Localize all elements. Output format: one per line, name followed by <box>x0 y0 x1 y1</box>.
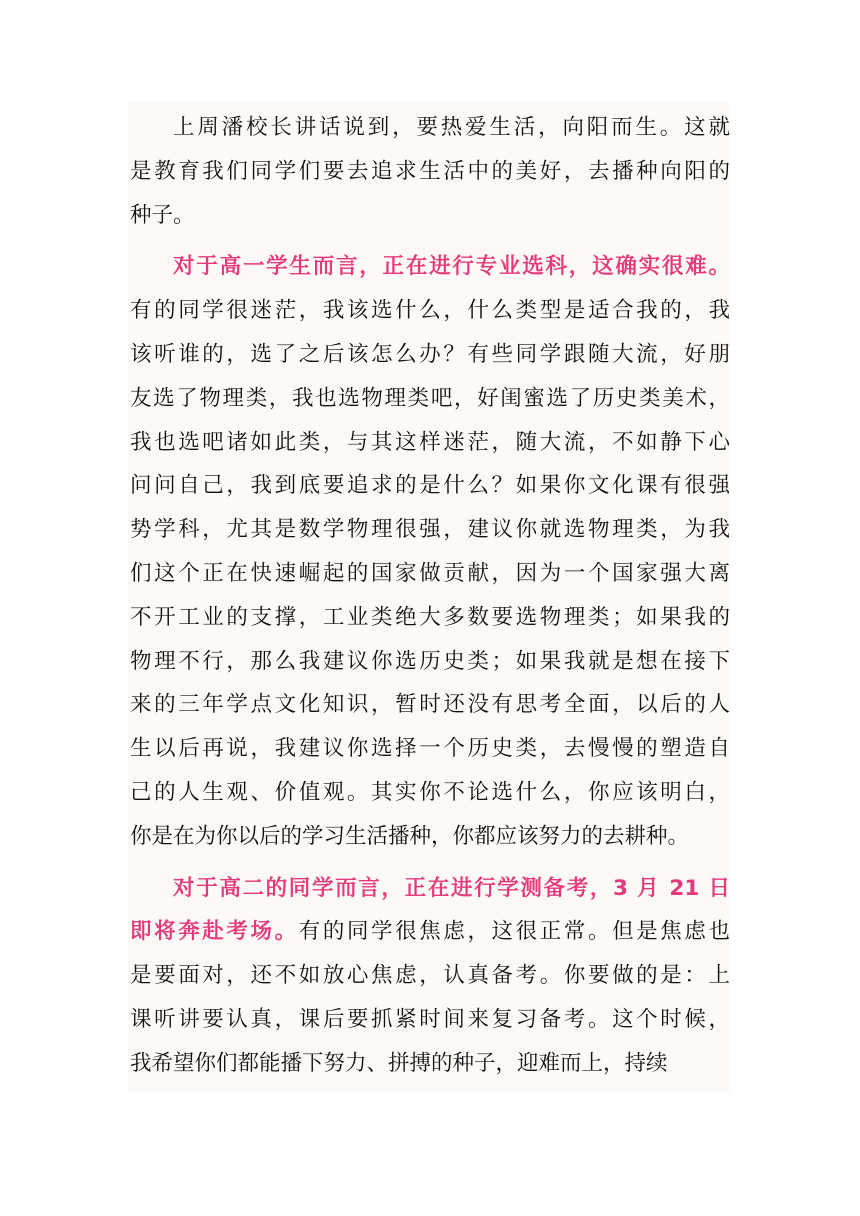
text-line <box>130 464 730 508</box>
text-line <box>130 150 730 194</box>
text-run: 有的同学很焦虑，这很正常。但是焦虑也 <box>298 919 730 945</box>
text-run: 们这个正在快速崛起的国家做贡献，因为一个国家强大离 <box>130 560 730 586</box>
text-line <box>130 640 730 684</box>
text-run: 生以后再说，我建议你选择一个历史类，去慢慢的塑造自 <box>130 736 730 762</box>
text-run: 物理不行，那么我建议你选历史类；如果我就是想在接下 <box>130 648 730 674</box>
text-run: 我也选吧诸如此类，与其这样迷茫，随大流，不如静下心 <box>130 429 730 455</box>
text-run: 是要面对，还不如放心焦虑，认真备考。你要做的是：上 <box>130 963 730 989</box>
paragraph-1 <box>130 106 730 237</box>
text-line <box>130 333 730 377</box>
text-run: 势学科，尤其是数学物理很强，建议你就选物理类，为我 <box>130 517 730 543</box>
text-line <box>130 508 730 552</box>
document-body <box>130 106 730 1094</box>
text-line <box>130 954 730 998</box>
text-line <box>130 910 730 954</box>
text-run: 我希望你们都能播下努力、拼搏的种子，迎难而上，持续 <box>130 1050 668 1076</box>
highlighted-text: 对于高二的同学而言，正在进行学测备考，3 月 21 日 <box>173 875 730 901</box>
text-line <box>130 194 730 238</box>
text-run: 该听谁的，选了之后该怎么办？有些同学跟随大流，好朋 <box>130 341 730 367</box>
highlighted-text: 即将奔赴考场。 <box>130 919 299 945</box>
text-line <box>130 289 730 333</box>
text-run: 课听讲要认真，课后要抓紧时间来复习备考。这个时候， <box>130 1006 730 1032</box>
text-run: 来的三年学点文化知识，暂时还没有思考全面，以后的人 <box>130 692 730 718</box>
text-run: 己的人生观、价值观。其实你不论选什么，你应该明白， <box>130 779 730 805</box>
text-line <box>130 727 730 771</box>
text-line <box>130 552 730 596</box>
text-run: 有的同学很迷茫，我该选什么，什么类型是适合我的，我 <box>130 298 730 324</box>
text-line <box>130 421 730 465</box>
text-line <box>130 106 730 150</box>
text-run: 种子。 <box>130 202 195 228</box>
text-line <box>130 1042 730 1086</box>
text-run: 问问自己，我到底要追求的是什么？如果你文化课有很强 <box>130 473 730 499</box>
text-line <box>130 683 730 727</box>
text-run: 上周潘校长讲话说到，要热爱生活，向阳而生。这就 <box>173 115 730 140</box>
text-run: 友选了物理类，我也选物理类吧，好闺蜜选了历史类美术， <box>130 385 730 411</box>
text-run: 你是在为你以后的学习生活播种，你都应该努力的去耕种。 <box>130 823 690 849</box>
paragraph-2 <box>130 245 730 858</box>
text-line <box>130 596 730 640</box>
highlighted-text: 对于高一学生而言，正在进行专业选科，这确实很难。 <box>173 254 730 280</box>
paragraph-3 <box>130 867 730 1086</box>
text-line <box>130 867 730 911</box>
text-run: 是教育我们同学们要去追求生活中的美好，去播种向阳的 <box>130 158 730 184</box>
text-line <box>130 771 730 815</box>
text-line <box>130 377 730 421</box>
text-line <box>130 815 730 859</box>
text-line <box>130 998 730 1042</box>
text-run: 不开工业的支撑，工业类绝大多数要选物理类；如果我的 <box>130 604 730 630</box>
text-line <box>130 245 730 289</box>
